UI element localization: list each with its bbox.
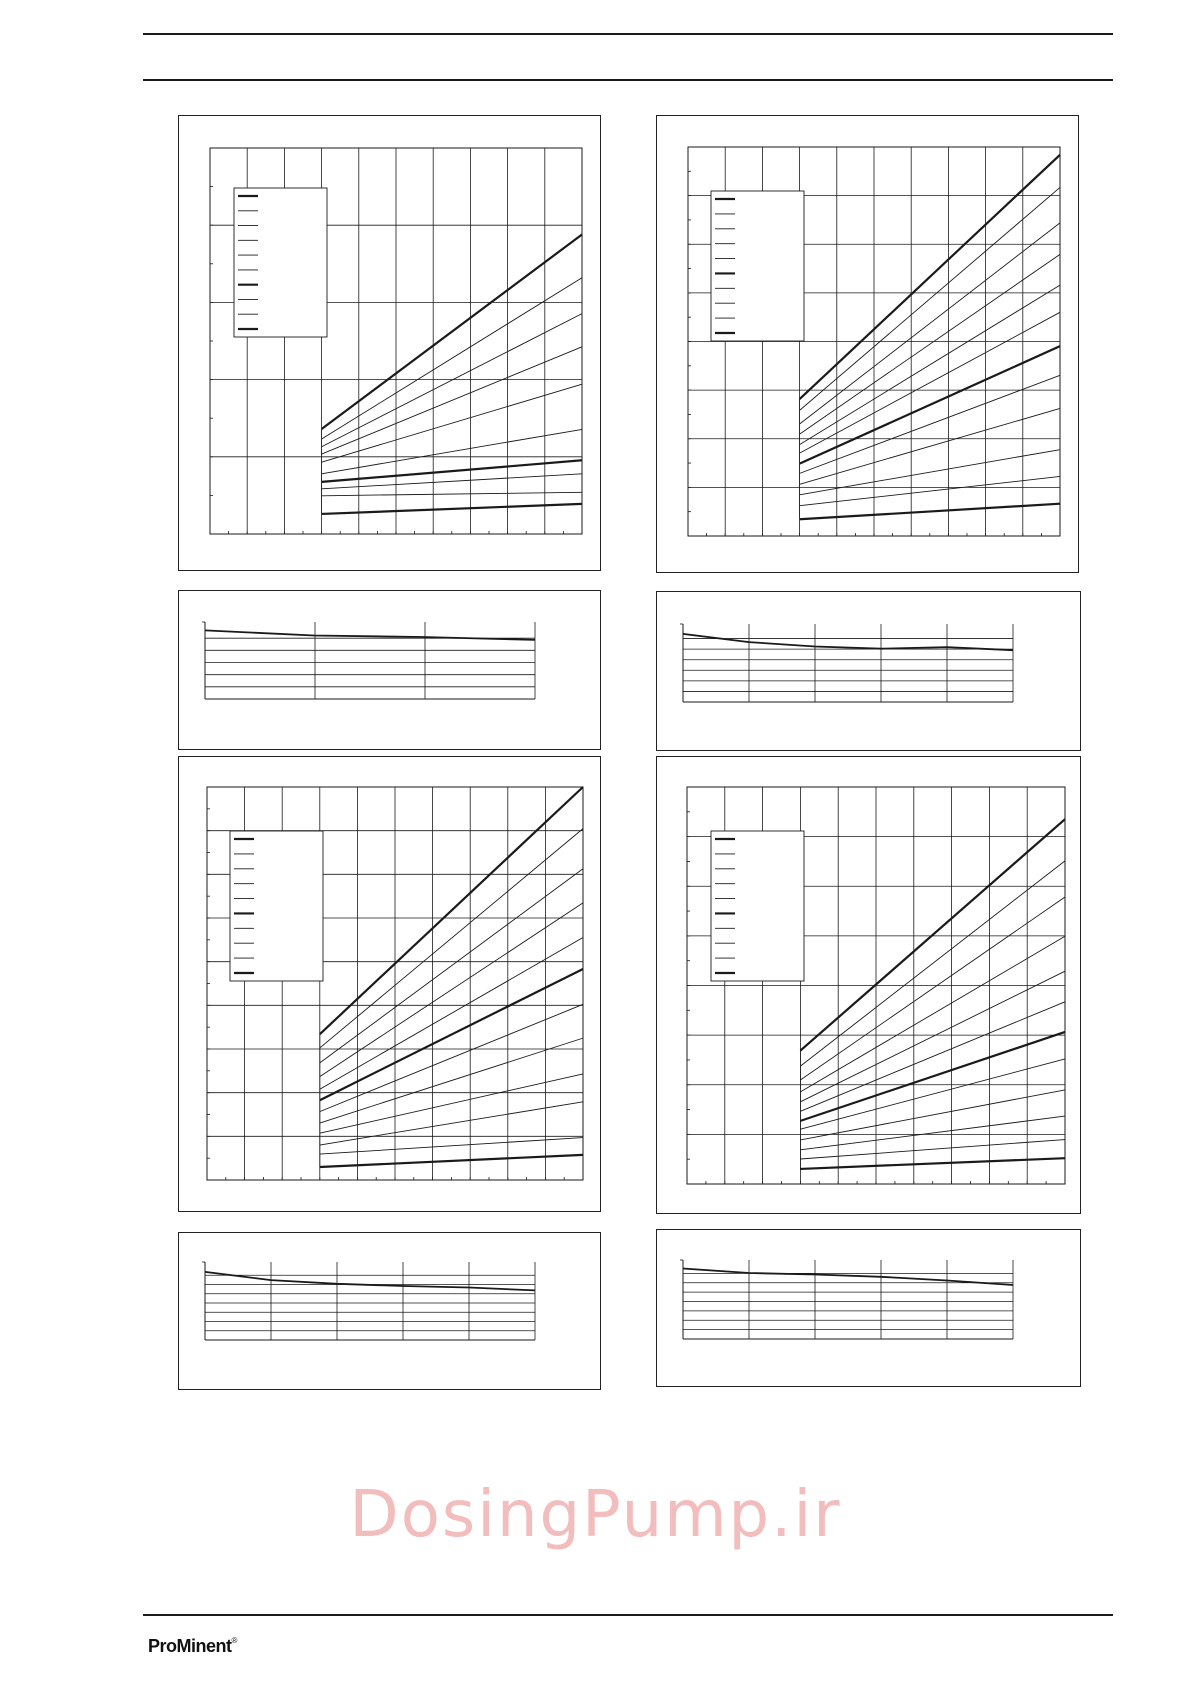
curve-line [800,476,1060,505]
pressure-chart-3 [179,1233,602,1391]
curve-line [800,1116,1065,1150]
curve-line [800,819,1065,1050]
curve-line [800,155,1060,399]
pressure-chart-2 [657,592,1082,752]
curve-line [322,429,582,473]
capacity-chart-panel-4 [656,756,1081,1214]
curve-line [800,971,1065,1102]
curve-line [320,938,583,1090]
curve-line [800,312,1060,453]
curve-line [800,1158,1065,1169]
curve-line [800,187,1060,410]
curve-line [800,254,1060,434]
curve-line [320,1138,583,1155]
curve-line [320,829,583,1048]
curve-line [320,1004,583,1111]
pressure-chart-4 [657,1230,1082,1388]
pressure-curve [205,1272,535,1291]
footer-rule [143,1614,1113,1616]
curve-line [800,897,1065,1080]
curve-line [800,504,1060,520]
curve-line [322,460,582,482]
capacity-chart-panel-2 [656,115,1079,573]
curve-line [320,1102,583,1145]
curve-line [800,1140,1065,1159]
curve-line [800,1059,1065,1129]
pressure-chart-panel-1 [178,590,601,750]
curve-line [322,278,582,439]
brand-name: ProMinent [148,1636,232,1656]
curve-line [322,234,582,429]
curve-line [322,504,582,514]
curve-line [800,1032,1065,1121]
curve-line [322,384,582,462]
capacity-chart-panel-3 [178,756,601,1212]
curve-line [322,474,582,489]
curve-line [800,936,1065,1092]
brand-mark: ® [231,1636,237,1645]
watermark-text: DosingPump.ir [349,1478,842,1552]
pressure-chart-1 [179,591,602,751]
capacity-chart-4 [657,757,1082,1215]
pressure-chart-panel-4 [656,1229,1081,1387]
curve-line [800,1002,1065,1112]
pressure-chart-panel-3 [178,1232,601,1390]
capacity-chart-3 [179,757,602,1213]
header-rule-bottom [143,79,1113,81]
brand-logo [148,1636,237,1657]
curve-line [322,492,582,495]
pressure-chart-panel-2 [656,591,1081,751]
curve-line [320,1155,583,1167]
capacity-chart-2 [657,116,1080,574]
header-rule-top [143,33,1113,35]
curve-line [800,1090,1065,1140]
curve-line [322,314,582,447]
capacity-chart-panel-1 [178,115,601,571]
capacity-chart-1 [179,116,602,572]
curve-line [320,1074,583,1133]
curve-line [800,223,1060,424]
pressure-curve [683,634,1013,650]
curve-line [320,787,583,1034]
curve-line [800,450,1060,495]
